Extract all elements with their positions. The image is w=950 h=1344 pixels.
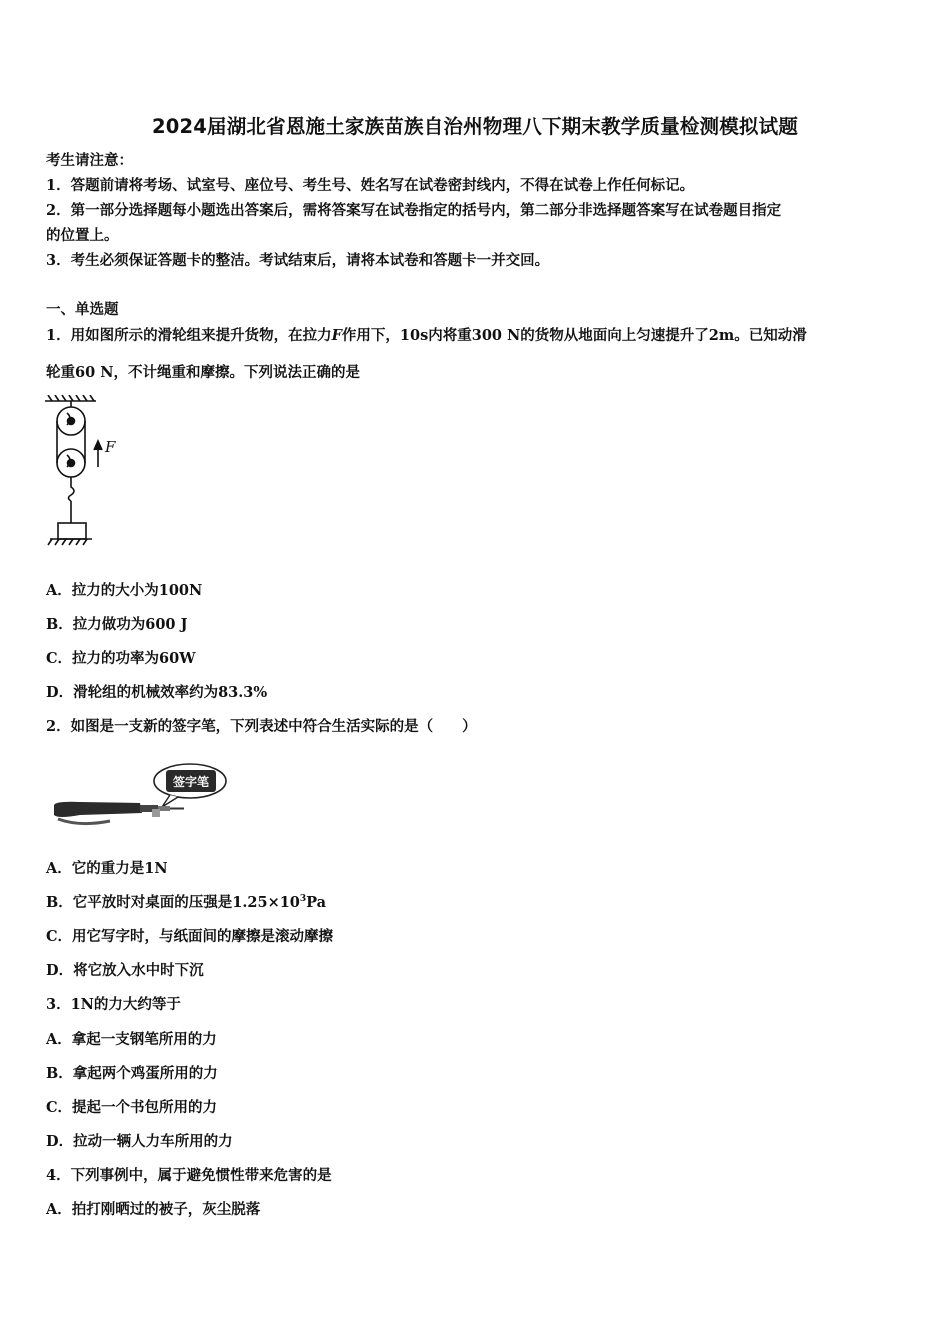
q2-stem: 2．如图是一支新的签字笔，下列表述中符合生活实际的是（ ）	[46, 718, 477, 735]
q3-option-b: B．拿起两个鸡蛋所用的力	[46, 1065, 218, 1082]
q4-option-a: A．拍打刚晒过的被子，灰尘脱落	[46, 1201, 261, 1218]
q2-option-a: A．它的重力是1N	[46, 860, 168, 877]
q1-stem-line2: 轮重60 N，不计绳重和摩擦。下列说法正确的是	[46, 364, 360, 381]
pulley-system-figure	[40, 395, 120, 550]
q3-stem: 3．1N的力大约等于	[46, 996, 181, 1013]
q2-option-d: D．将它放入水中时下沉	[46, 962, 204, 979]
q4-stem: 4．下列事例中，属于避免惯性带来危害的是	[46, 1167, 332, 1184]
q3-option-d: D．拉动一辆人力车所用的力	[46, 1133, 233, 1150]
q1-option-a: A．拉力的大小为100N	[46, 582, 203, 599]
q1-force-variable: F	[331, 327, 342, 344]
q1-stem-line1	[46, 326, 807, 346]
q2-option-b	[46, 893, 326, 913]
pen-figure	[50, 755, 230, 835]
q1-option-c: C．拉力的功率为60W	[46, 650, 196, 667]
q3-option-a: A．拿起一支钢笔所用的力	[46, 1031, 217, 1048]
q1-option-b: B．拉力做功为600 J	[46, 616, 188, 633]
page-title: 2024届湖北省恩施土家族苗族自治州物理八下期末教学质量检测模拟试题	[151, 115, 799, 138]
pen-label: 签字笔	[172, 775, 210, 789]
q2-option-b-exponent: 3	[299, 894, 307, 905]
q3-option-c: C．提起一个书包所用的力	[46, 1099, 218, 1116]
notice-item-3: 3．考生必须保证答题卡的整洁。考试结束后，请将本试卷和答题卡一并交回。	[46, 252, 550, 269]
q2-option-b-unit: Pa	[306, 894, 327, 911]
q1-stem-part-b: 作用下，10s内将重300 N的货物从地面向上匀速提升了2m。已知动滑	[341, 327, 807, 344]
notice-item-2-cont: 的位置上。	[46, 227, 119, 244]
figure-force-label: F	[105, 438, 116, 456]
q1-stem-part-a: 1．用如图所示的滑轮组来提升货物，在拉力	[46, 327, 332, 344]
q2-option-c: C．用它写字时，与纸面间的摩擦是滚动摩擦	[46, 928, 334, 945]
notice-item-2: 2．第一部分选择题每小题选出答案后，需将答案写在试卷指定的括号内，第二部分非选择题答案写在试卷题目指定	[46, 202, 782, 219]
section-heading: 一、单选题	[46, 301, 119, 318]
notice-item-1: 1．答题前请将考场、试室号、座位号、考生号、姓名写在试卷密封线内，不得在试卷上作任何标记。	[46, 177, 695, 194]
q2-option-b-text: B．它平放时对桌面的压强是1.25×10	[46, 894, 300, 911]
notice-heading: 考生请注意：	[46, 152, 133, 169]
q1-option-d: D．滑轮组的机械效率约为83.3%	[46, 684, 268, 701]
